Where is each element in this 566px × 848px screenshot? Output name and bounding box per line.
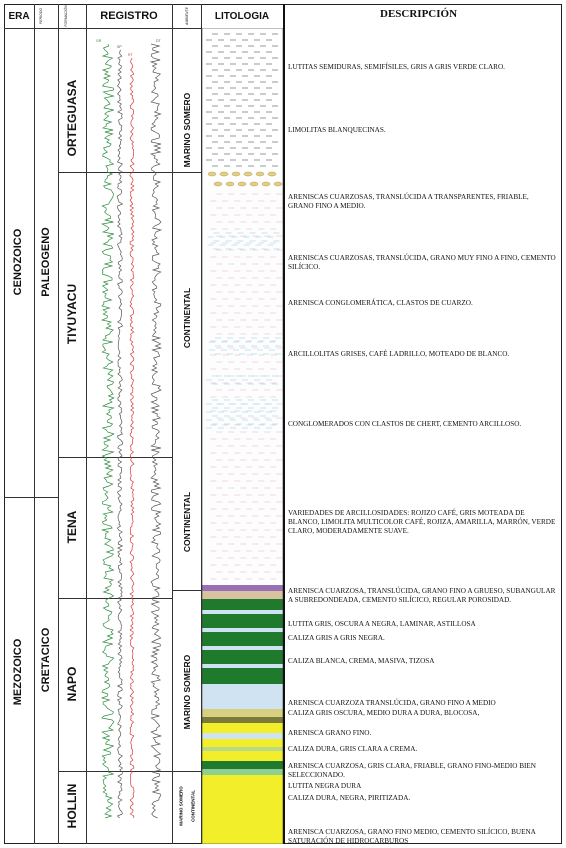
description-item: ARENISCA GRANO FINO. <box>288 729 372 737</box>
description-item: LUTITAS SEMIDURAS, SEMIFÍSILES, GRIS A GRIS VERDE CLARO. <box>288 63 505 71</box>
formation-label-tiyuyacu: TIYUYACU <box>65 283 79 345</box>
lithology-sandstone-block <box>202 723 283 733</box>
column-divider <box>172 4 173 844</box>
description-item: ARENISCA CUARZOSA, TRANSLÚCIDA, GRANO FINO A GRUESO, SUBANGULAR A SUBREDONDEADA, CEMENTO SILÍCICO, REGULAR POROSIDAD. <box>288 587 556 604</box>
conglomerate-clast-mark <box>220 172 228 176</box>
conglomerate-clast-mark <box>262 182 270 186</box>
lithology-limestone-block <box>202 733 283 739</box>
description-item: ARENISCA CUARZOSA, GRIS CLARA, FRIABLE, GRANO FINO-MEDIO BIEN SELECCIONADO. <box>288 762 536 779</box>
column-divider <box>283 4 285 844</box>
sonic-curve <box>151 44 161 818</box>
lithology-limestone-block <box>202 610 283 614</box>
lithology-sandstone-block <box>202 739 283 747</box>
lithology-conglomerate-block <box>202 168 283 190</box>
lithology-sandstone-block <box>202 775 283 844</box>
header-ambiente: AMBIENTE <box>185 7 189 25</box>
header-era: ERA <box>8 10 30 22</box>
header-formacion: FORMACIÓN <box>64 5 68 27</box>
conglomerate-clast-mark <box>256 172 264 176</box>
environment-label: CONTINENTAL <box>182 287 192 349</box>
description-item: CALIZA GRIS A GRIS NEGRA. <box>288 634 385 642</box>
description-item: ARENISCA CUARZOSA, GRANO FINO MEDIO, CEMENTO SILÍCICO, BUENA SATURACIÓN DE HIDROCARBUROS <box>288 828 536 845</box>
gamma-ray-curve <box>102 44 114 818</box>
conglomerate-clast-mark <box>232 172 240 176</box>
lithology-sandstone-block <box>202 591 283 599</box>
lithology-limestone-block <box>202 769 283 775</box>
lithology-limestone-block <box>202 664 283 668</box>
formation-label-tena: TENA <box>65 510 79 544</box>
conglomerate-clast-mark <box>244 172 252 176</box>
resistivity-curve <box>130 58 134 818</box>
well-log-curves <box>86 28 172 844</box>
description-item: CALIZA DURA, GRIS CLARA A CREMA. <box>288 745 418 753</box>
period-label-paleogeno: PALEOGENO <box>40 227 52 297</box>
description-item: ARENISCAS CUARZOSAS, TRANSLÚCIDA, GRANO MUY FINO A FINO, CEMENTO SILÍCICO. <box>288 254 556 271</box>
formation-label-orteguasa: ORTEGUASA <box>65 79 79 157</box>
era-boundary <box>4 497 34 498</box>
period-label-cretacico: CRETACICO <box>40 627 52 693</box>
sp-curve <box>118 50 123 818</box>
lithology-limestone-block <box>202 628 283 632</box>
header-periodo: PERIODO <box>39 7 43 25</box>
environment-boundary <box>172 590 201 591</box>
conglomerate-clast-mark <box>250 182 258 186</box>
description-item: ARENISCAS CUARZOSAS, TRANSLÚCIDA A TRANSPARENTES, FRIABLE, GRANO FINO A MEDIO. <box>288 193 529 210</box>
description-item: ARENISCA CONGLOMERÁTICA, CLASTOS DE CUARZO. <box>288 299 473 307</box>
description-item: ARCILLOLITAS GRISES, CAFÉ LADRILLO, MOTEADO DE BLANCO. <box>288 350 510 358</box>
description-item: LUTITA GRIS, OSCURA A NEGRA, LAMINAR, ASTILLOSA <box>288 620 476 628</box>
era-label-mezozoico: MEZOZOICO <box>12 638 24 706</box>
conglomerate-clast-mark <box>226 182 234 186</box>
column-divider <box>34 4 35 844</box>
description-item: LUTITA NEGRA DURA <box>288 782 362 790</box>
description-item: LIMOLITAS BLANQUECINAS. <box>288 126 386 134</box>
conglomerate-clast-mark <box>214 182 222 186</box>
header-registro: REGISTRO <box>100 10 158 22</box>
environment-label: CONTINENTAL <box>190 790 196 822</box>
log-label-sp: SP <box>117 45 122 49</box>
lithology-column <box>202 28 283 844</box>
log-label-rt: RT <box>128 53 133 57</box>
environment-label: MARINO SOMERO <box>182 654 192 730</box>
environment-label: CONTINENTAL <box>182 491 192 553</box>
conglomerate-clast-mark <box>268 172 276 176</box>
description-item: CONGLOMERADOS CON CLASTOS DE CHERT, CEMENTO ARCILLOSO. <box>288 420 522 428</box>
log-label-gr: GR <box>96 39 102 43</box>
era-label-cenozoico: CENOZOICO <box>12 228 24 296</box>
lithology-sandstone-block <box>202 751 283 761</box>
lithology-shale-block <box>202 28 283 168</box>
formation-label-hollin: HOLLIN <box>65 783 79 829</box>
lithology-sandstone-block <box>202 709 283 717</box>
description-item: CALIZA DURA, NEGRA, PIRITIZADA. <box>288 794 411 802</box>
period-boundary <box>34 497 58 498</box>
description-item: ARENISCA CUARZOZA TRANSLÚCIDA, GRANO FINO A MEDIO <box>288 699 496 707</box>
environment-label: MARINO SOMERO <box>182 92 192 168</box>
log-label-dt: DT <box>156 39 161 43</box>
conglomerate-clast-mark <box>274 182 282 186</box>
lithology-sandstone-block <box>202 585 283 591</box>
lithology-limestone-block <box>202 684 283 709</box>
lithology-sandstone-block <box>202 717 283 723</box>
formation-label-napo: NAPO <box>65 666 79 702</box>
description-item: VARIEDADES DE ARCILLOSIDADES: ROJIZO CAFÉ, GRIS MOTEADA DE BLANCO, LIMOLITA MULTICOLOR CAFÉ, ROJIZA, AMARILLA, MARRÓN, VERDE CLARO, MODERADAMENTE SUAVE. <box>288 509 556 535</box>
column-divider <box>58 4 59 844</box>
conglomerate-clast-mark <box>238 182 246 186</box>
environment-boundary <box>172 172 201 173</box>
header-litologia: LITOLOGIA <box>214 10 270 22</box>
description-item: CALIZA GRIS OSCURA, MEDIO DURA A DURA, BLOCOSA, <box>288 709 480 717</box>
environment-label: MARINO SOMERO <box>178 786 184 826</box>
environment-boundary <box>172 771 201 772</box>
header-descripcion: DESCRIPCIÓN <box>380 8 458 20</box>
conglomerate-clast-mark <box>208 172 216 176</box>
lithology-limestone-block <box>202 747 283 751</box>
lithology-shale-block <box>202 761 283 769</box>
description-item: CALIZA BLANCA, CREMA, MASIVA, TIZOSA <box>288 657 435 665</box>
lithology-limestone-block <box>202 646 283 650</box>
